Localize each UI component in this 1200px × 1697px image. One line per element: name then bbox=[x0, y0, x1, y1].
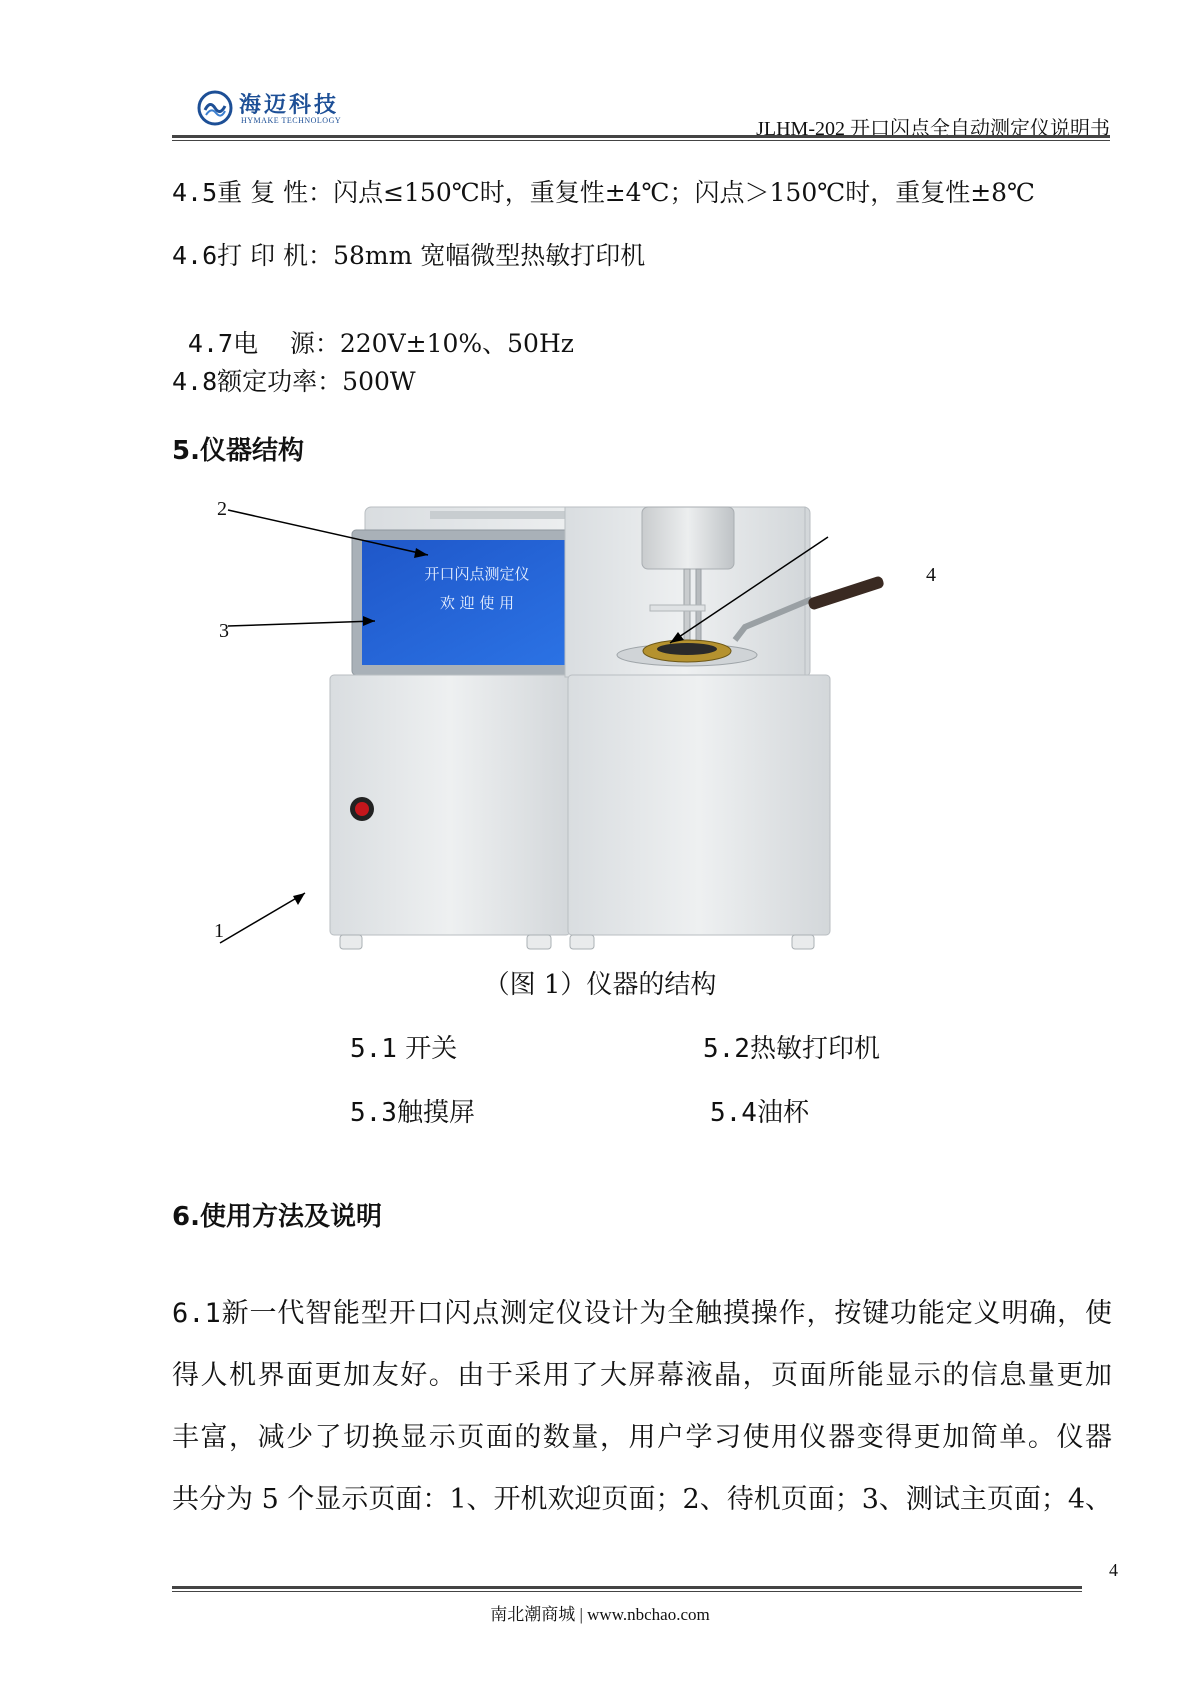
footer-text: 南北潮商城 | www.nbchao.com bbox=[490, 1605, 710, 1624]
spec-value: 500W bbox=[342, 367, 416, 396]
screen-title: 开口闪点测定仪 bbox=[424, 565, 530, 583]
logo-swirl-icon bbox=[197, 90, 233, 126]
part-item bbox=[703, 1028, 880, 1065]
power-switch-led bbox=[355, 802, 369, 816]
part-label: 开关 bbox=[396, 1034, 458, 1064]
arrowhead bbox=[293, 893, 305, 905]
spec-line bbox=[172, 243, 645, 268]
spec-line bbox=[172, 369, 416, 394]
spec-value: 闪点≤150℃时，重复性±4℃；闪点＞150℃时，重复性±8℃ bbox=[333, 178, 1036, 207]
part-label: 触摸屏 bbox=[396, 1098, 475, 1128]
paragraph-text: 新一代智能型开口闪点测定仪设计为全触摸操作，按键功能定义明确，使 bbox=[220, 1298, 1112, 1329]
page-number: 4 bbox=[1109, 1560, 1118, 1580]
spec-label: 打 印 机： bbox=[217, 241, 334, 270]
callout-label: 3 bbox=[219, 620, 229, 642]
paragraph bbox=[172, 1283, 1112, 1531]
paragraph-line: 共分为 5 个显示页面：1、开机欢迎页面；2、待机页面；3、测试主页面；4、 bbox=[172, 1484, 1113, 1515]
right-cabinet bbox=[568, 675, 830, 935]
part-number: 5.4 bbox=[710, 1098, 757, 1128]
spec-value: 220V±10%、50Hz bbox=[339, 329, 574, 358]
oil-cup-opening bbox=[657, 643, 717, 655]
part-item bbox=[710, 1092, 809, 1129]
part-number: 5.3 bbox=[350, 1098, 397, 1128]
header-rule bbox=[172, 135, 1110, 141]
part-number: 5.1 bbox=[350, 1034, 397, 1064]
part-item bbox=[350, 1092, 475, 1129]
callout-arrow-1 bbox=[220, 893, 305, 943]
paragraph-line bbox=[172, 1283, 1112, 1345]
guide-bar bbox=[650, 605, 705, 611]
spec-value: 58mm 宽幅微型热敏打印机 bbox=[333, 241, 646, 270]
paragraph-line: 丰富，减少了切换显示页面的数量，用户学习使用仪器变得更加简单。仪器 bbox=[172, 1422, 1112, 1453]
part-number: 5.2 bbox=[703, 1034, 750, 1064]
company-logo bbox=[197, 84, 357, 132]
foot bbox=[570, 935, 594, 949]
foot bbox=[792, 935, 814, 949]
logo-text-en: HYMAKE TECHNOLOGY bbox=[241, 116, 342, 125]
foot bbox=[340, 935, 362, 949]
foot bbox=[527, 935, 551, 949]
part-item bbox=[350, 1028, 457, 1065]
spec-label: 重 复 性： bbox=[217, 178, 334, 207]
callout-label: 2 bbox=[217, 498, 227, 520]
instrument-figure bbox=[200, 495, 980, 955]
spec-number: 4.5 bbox=[172, 178, 218, 207]
paragraph-line: 得人机界面更加友好。由于采用了大屏幕液晶，页面所能显示的信息量更加 bbox=[172, 1360, 1112, 1391]
screen-welcome: 欢 迎 使 用 bbox=[439, 594, 515, 612]
spec-label: 额定功率： bbox=[217, 367, 343, 396]
figure-caption: （图 1）仪器的结构 bbox=[483, 970, 717, 1000]
spec-number: 4.7 bbox=[187, 329, 234, 358]
document-title: JLHM-202 开口闪点全自动测定仪说明书 bbox=[756, 118, 1110, 140]
part-label: 油杯 bbox=[756, 1098, 809, 1128]
section-heading: 5.仪器结构 bbox=[172, 436, 304, 466]
spec-number: 4.6 bbox=[172, 241, 218, 270]
footer-rule bbox=[172, 1586, 1082, 1592]
part-label: 热敏打印机 bbox=[749, 1034, 880, 1064]
handle-grip bbox=[807, 575, 885, 611]
logo-text-cn: 海迈科技 bbox=[239, 93, 340, 118]
spec-label: 电 源： bbox=[233, 329, 340, 358]
spec-line bbox=[172, 180, 1035, 205]
section-heading: 6.使用方法及说明 bbox=[172, 1202, 382, 1232]
callout-label: 1 bbox=[214, 920, 224, 942]
test-head bbox=[642, 507, 734, 569]
spec-line bbox=[172, 306, 574, 356]
paragraph-number: 6.1 bbox=[172, 1298, 221, 1329]
spec-number: 4.8 bbox=[172, 367, 218, 396]
callout-label: 4 bbox=[926, 564, 936, 586]
